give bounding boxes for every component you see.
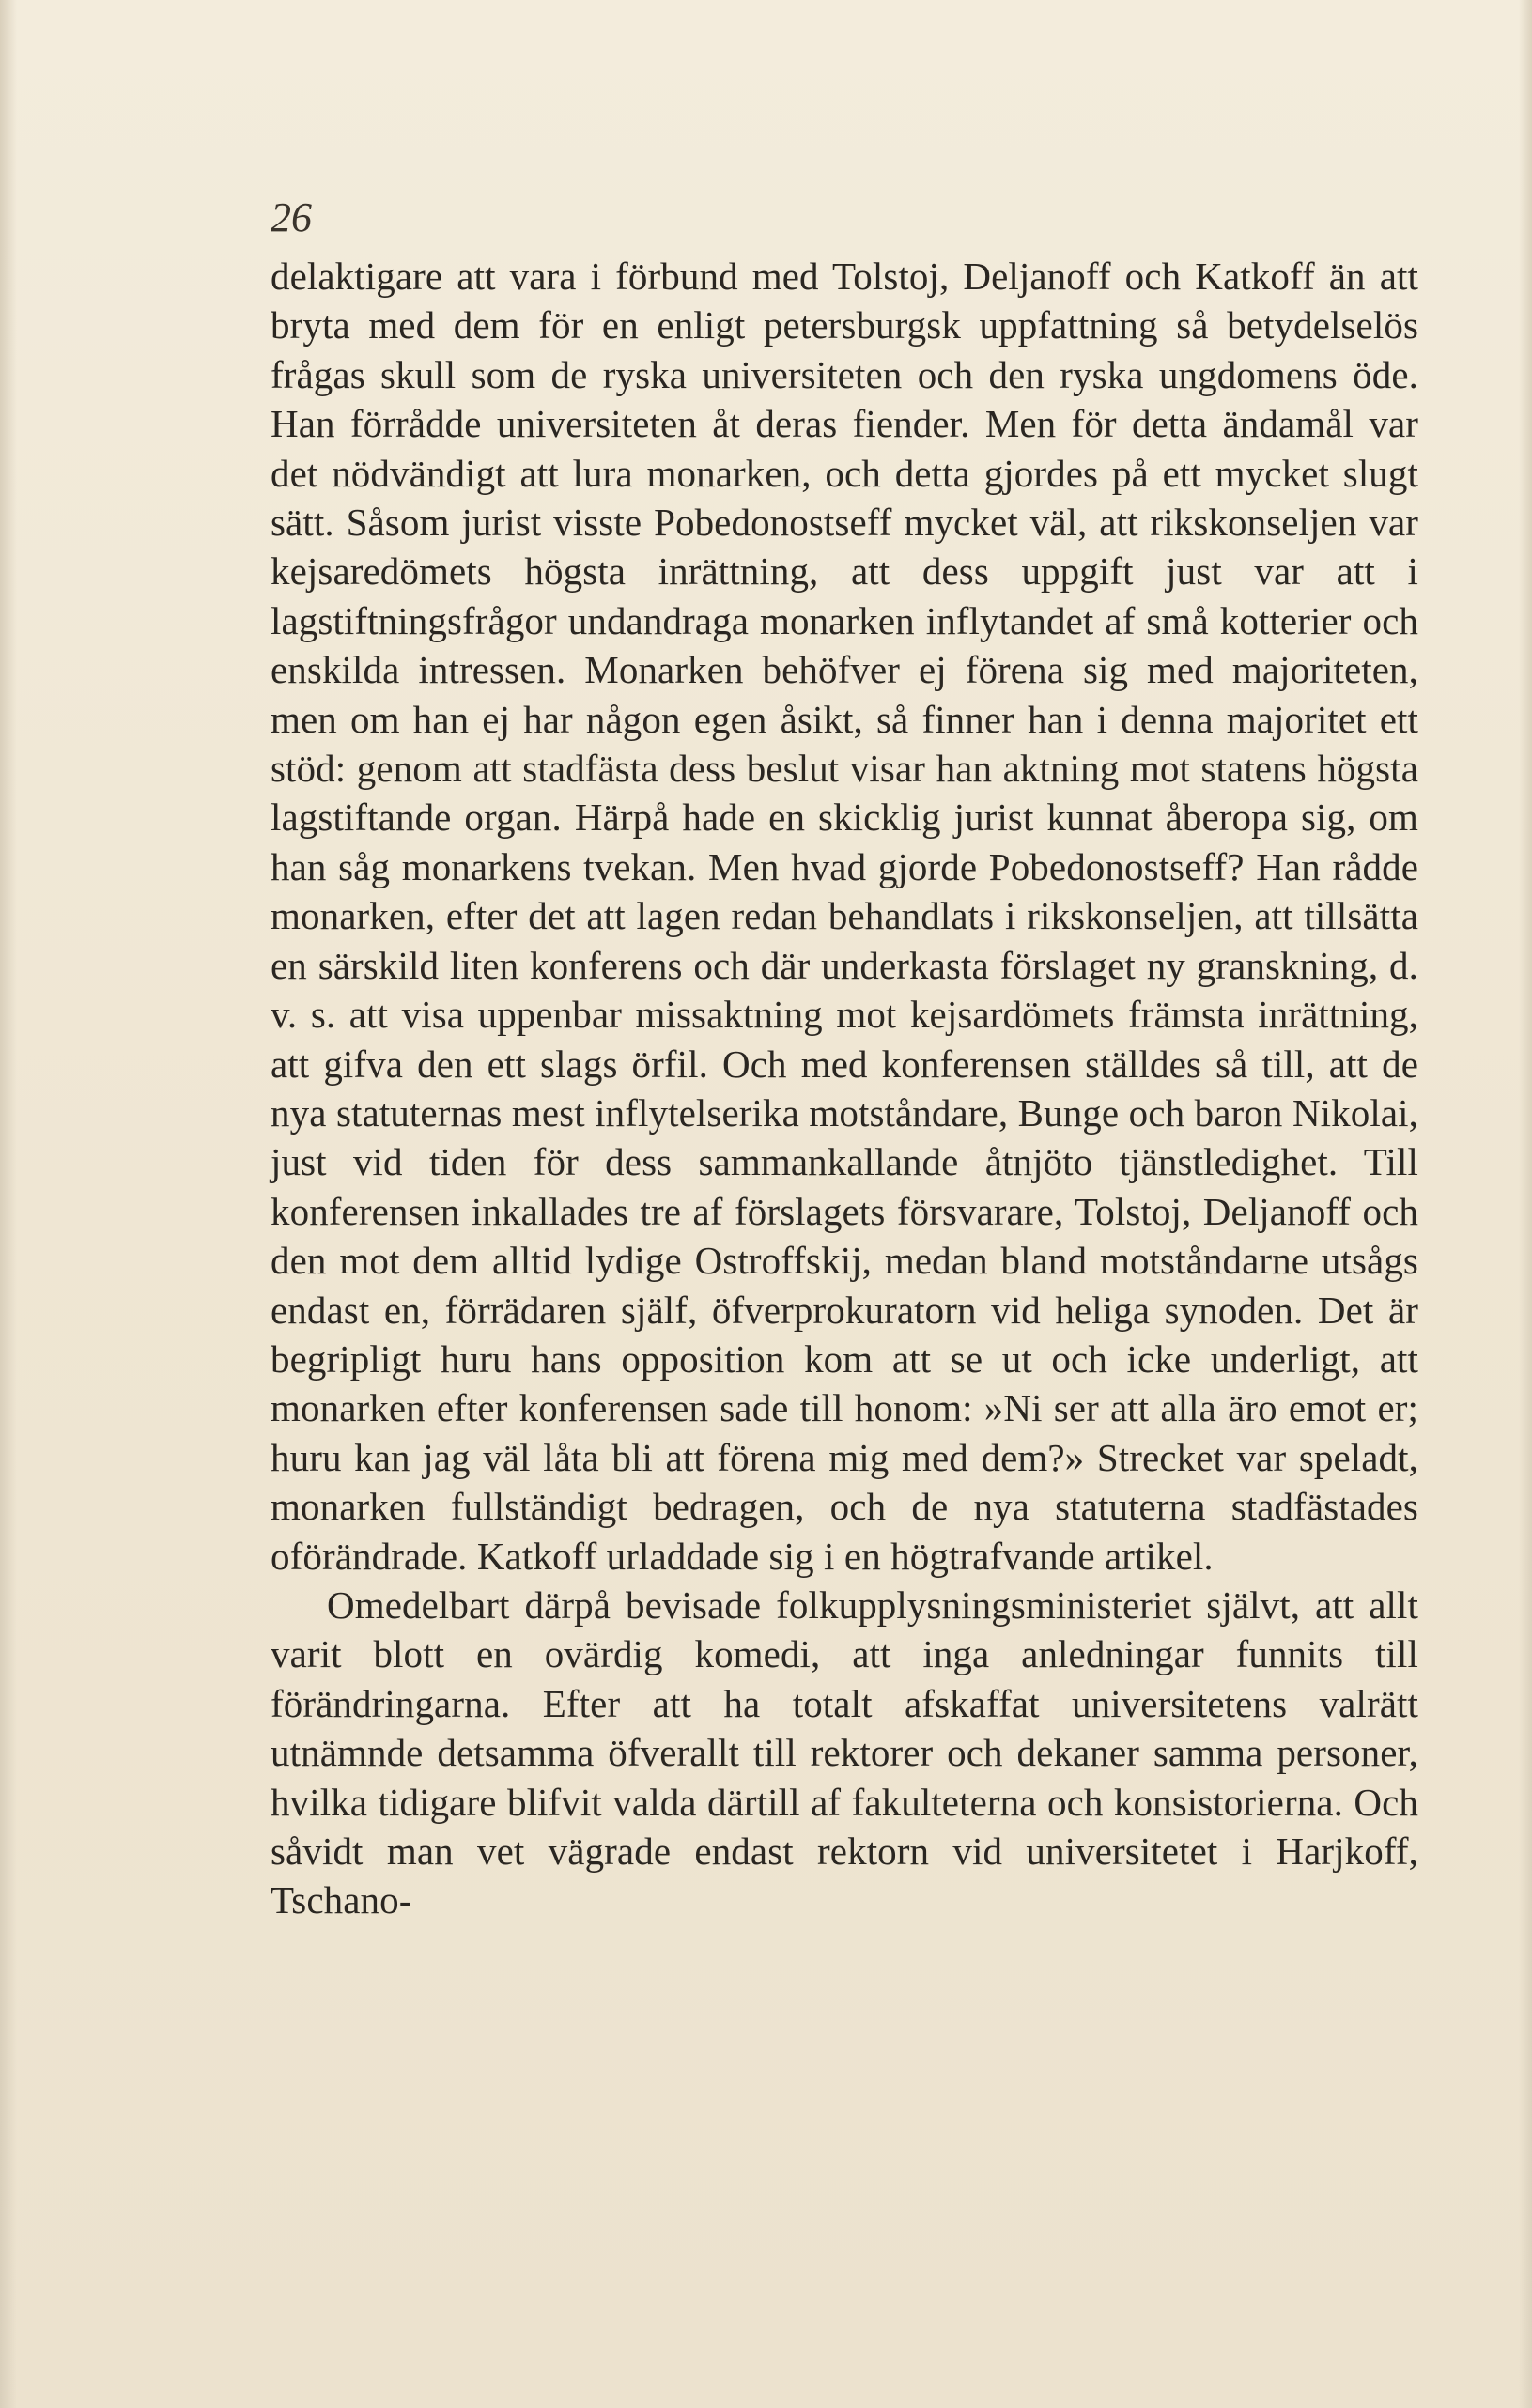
paragraph-1: delaktigare att vara i förbund med Tolstoj, Deljanoff och Katkoff än att bryta med dem för en enligt petersburgsk uppfattning så betydelselös frågas skull som de ryska universiteten och den ryska ungdomens öde. Han förrådde universiteten åt deras fiender. Men för detta ändamål var det nödvändigt att lura monarken, och detta gjordes på ett mycket slugt sätt. Såsom jurist visste Pobedonostseff mycket väl, att rikskonseljen var kejsaredömets högsta inrättning, att dess uppgift just var att i lagstiftningsfrågor undandraga monarken inflytandet af små kotterier och enskilda intressen. Monarken behöfver ej förena sig med majoriteten, men om han ej har någon egen åsikt, så finner han i denna majoritet ett stöd: genom att stadfästa dess beslut visar han aktning mot statens högsta lagstiftande organ. Härpå hade en skicklig jurist kunnat åberopa sig, om han såg monarkens tvekan. Men hvad gjorde Pobedonostseff? Han rådde monarken, efter det att lagen redan behandlats i rikskonseljen, att tillsätta en särskild liten konferens och där underkasta förslaget ny granskning, d. v. s. att visa uppenbar missaktning mot kejsardömets främsta inrättning, att gifva den ett slags örfil. Och med konferensen ställdes så till, att de nya statuternas mest inflytelserika motståndare, Bunge och baron Nikolai, just vid tiden för dess sammankallande åtnjöto tjänstledighet. Till konferensen inkallades tre af förslagets försvarare, Tolstoj, Deljanoff och den mot dem alltid lydige Ostroffskij, medan bland motståndarne utsågs endast en, förrädaren själf, öfverprokuratorn vid heliga synoden. Det är begripligt huru hans opposition kom att se ut och icke underligt, att monarken efter konferensen sade till honom: »Ni ser att alla äro emot er; huru kan jag väl låta bli att förena mig med dem?» Strecket var speladt, monarken fullständigt bedragen, och de nya statuterna stadfästades oförändrade. Katkoff urladdade sig i en högtrafvande artikel. <box>271 255 1418 1578</box>
page-number: 26 <box>271 194 312 240</box>
paragraph-2: Omedelbart därpå bevisade folkupplysningsministeriet självt, att allt varit blott en ovärdig komedi, att inga anledningar funnits till förändringarna. Efter att ha totalt afskaffat universitetens valrätt utnämnde detsamma öfverallt till rektorer och dekaner samma personer, hvilka tidigare blifvit valda därtill af fakulteterna och konsistorierna. Och såvidt man vet vägrade endast rektorn vid universitetet i Harjkoff, Tschano- <box>271 1582 1418 1922</box>
body-text <box>271 252 1418 1925</box>
page-right-edge-shadow <box>1519 0 1532 2408</box>
page-left-edge-shadow <box>0 0 17 2408</box>
